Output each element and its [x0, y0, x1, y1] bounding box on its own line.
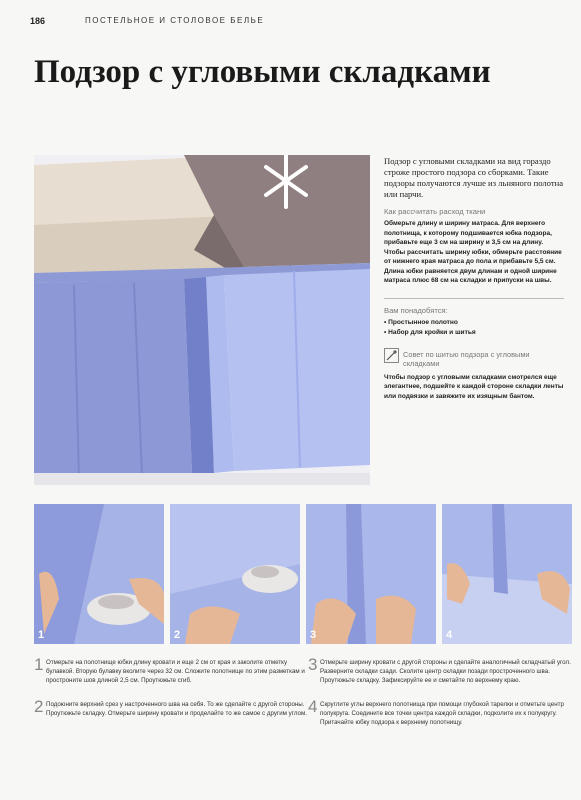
list-item: • Набор для кройки и шитья [384, 328, 564, 338]
step-photo-3 [306, 504, 436, 644]
intro-text: Подзор с угловыми складками на вид гораздо строже простого подзора со сборками. Такие подзоры получаются лучше из льняного полотна или парчи. [384, 156, 564, 199]
calc-heading: Как рассчитать расход ткани [384, 207, 486, 216]
step-number: 3 [310, 629, 317, 641]
step-photo-1 [34, 504, 164, 644]
calc-body: Обмерьте длину и ширину матраса. Для верхнего полотнища, к которому подшивается юбка подзора, прибавьте еще 3 см на ширину и 3,5 см на длину. Чтобы рассчитать ширину юбки, обмерьте расстояние от нижнего края матраса до пола и прибавьте 5,5 см. Длина юбки равняется двум длинам и одной ширине матраса плюс 68 см на складки и припуски на швы. [384, 220, 562, 284]
sidebar-text [384, 156, 564, 401]
step-number: 2 [174, 629, 181, 641]
section-title: ПОСТЕЛЬНОЕ И СТОЛОВОЕ БЕЛЬЕ [85, 16, 265, 25]
instruction-step-3 [308, 655, 581, 685]
step-text: Подоюните верхний срез у настроченного шва на себя. То же сделайте с другой стороны. Проутюжьте складку. Отмерьте ширину кровати и проделайте то же самое с другим углом. [46, 701, 307, 717]
step-photo-4 [442, 504, 572, 644]
list-item: • Простынное полотно [384, 318, 564, 328]
page-title: Подзор с угловыми складками [34, 54, 491, 90]
step-text: Отмерьте ширину кровати с другой стороны и сделайте аналогичный складчатый угол. Разверните складки сзади. Сколите центр складки позади простроченного шва. Проутюжьте складку. Зафиксируйте ее и сметайте по верхнему краю. [320, 659, 571, 684]
instruction-step-1 [34, 655, 308, 685]
instruction-step-4 [308, 697, 581, 727]
tip-body: Чтобы подзор с угловыми складками смотрелся еще элегантнее, подшейте к каждой стороне складки ленты или подвязки и завяжите их изящным бантом. [384, 373, 564, 400]
step-text: Отмерьте на полотнище юбки длину кровати и еще 2 см от края и заколите отметку булавкой. Вторую булавку вколите через 32 см. Сложите полотнище по этим разметкам и простроните шов длиной 2,5 см. Проутюжьте сгиб. [46, 659, 305, 684]
step-number: 4 [446, 629, 453, 641]
step-number: 3 [308, 655, 318, 674]
step-number: 4 [308, 697, 318, 716]
need-heading: Вам понадобятся: [384, 305, 448, 315]
page-number: 186 [30, 16, 46, 26]
main-photo-bed-skirt [34, 155, 370, 485]
step-number: 1 [34, 655, 44, 674]
divider [384, 298, 564, 299]
tip-header [384, 348, 564, 369]
step-number: 1 [38, 629, 45, 641]
needle-icon [384, 348, 399, 363]
need-list [384, 318, 564, 338]
instruction-step-2 [34, 697, 308, 718]
step-number: 2 [34, 697, 44, 716]
step-photos [34, 504, 570, 644]
tip-heading: Совет по шитью подзора с угловыми складками [403, 349, 530, 368]
step-photo-2 [170, 504, 300, 644]
step-text: Скруглите углы верхнего полотнища при помощи глубокой тарелки и отметьте центр полукруга. Соедините все точки центра каждой складки, подколите их к полукругу. Притачайте юбку подзора к верхнему полотнищу. [320, 701, 564, 726]
